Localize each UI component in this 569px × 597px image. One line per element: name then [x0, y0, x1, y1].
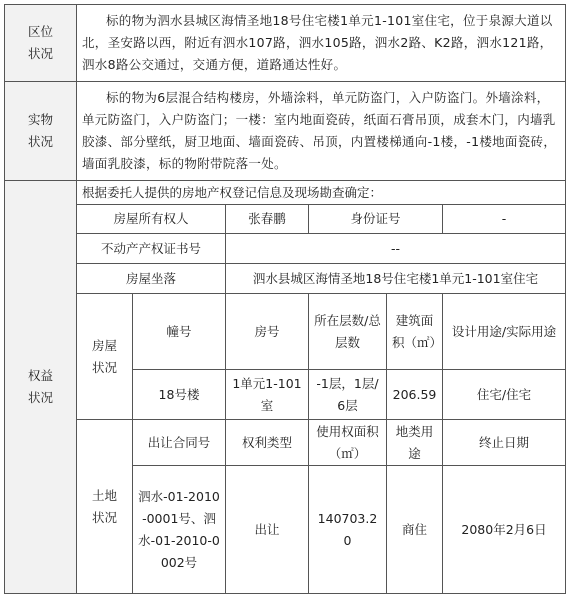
- cert-value: --: [226, 234, 566, 264]
- rights-label-line2: 状况: [27, 390, 53, 405]
- property-status-table: [4, 4, 566, 594]
- address-value: 泗水县城区海情圣地18号住宅楼1单元1-101室住宅: [226, 264, 566, 294]
- address-row: [5, 264, 566, 294]
- physical-label-line1: 实物: [27, 112, 53, 127]
- id-value: -: [443, 205, 566, 234]
- land-header-contract: 出让合同号: [133, 420, 226, 466]
- physical-label: [5, 82, 77, 181]
- house-header-use: 设计用途/实际用途: [443, 294, 566, 370]
- house-header-floor: 所在层数/总层数: [309, 294, 387, 370]
- physical-row: [5, 82, 566, 181]
- cert-row: [5, 234, 566, 264]
- cert-label: 不动产产权证书号: [77, 234, 226, 264]
- id-label: 身份证号: [309, 205, 443, 234]
- house-header-room: 房号: [226, 294, 309, 370]
- land-header-use: 地类用途: [387, 420, 443, 466]
- rights-intro-row: [5, 181, 566, 205]
- house-status-label: [77, 294, 133, 420]
- house-header-area: 建筑面积（㎡）: [387, 294, 443, 370]
- physical-label-line2: 状况: [27, 134, 53, 149]
- location-text: 标的物为泗水县城区海情圣地18号住宅楼1单元1-101室住宅，位于泉源大道以北，圣安路以西，附近有泗水107路，泗水105路，泗水2路、K2路，泗水121路，泗水8路公交通过，交通方便，道路通达性好。: [77, 5, 566, 82]
- rights-intro: 根据委托人提供的房地产权登记信息及现场勘查确定：: [77, 181, 566, 205]
- house-label-line2: 状况: [91, 359, 117, 375]
- land-end-value: 2080年2月6日: [443, 466, 566, 594]
- land-header-area: 使用权面积（㎡）: [309, 420, 387, 466]
- land-use-value: 商住: [387, 466, 443, 594]
- location-label-line1: 区位: [27, 24, 53, 39]
- physical-text: 标的物为6层混合结构楼房，外墙涂料，单元防盗门，入户防盗门。外墙涂料，单元防盗门，入户防盗门；一楼：室内地面瓷砖，纸面石膏吊顶，成套木门，内墙乳胶漆、部分壁纸，厨卫地面、墙面瓷砖、吊顶，内置楼梯通向-1楼，-1楼地面瓷砖，墙面乳胶漆，标的物附带院落一处。: [77, 82, 566, 181]
- rights-label-line1: 权益: [27, 368, 53, 383]
- house-label-line1: 房屋: [91, 337, 117, 353]
- rights-label: [5, 181, 77, 594]
- land-header-type: 权利类型: [226, 420, 309, 466]
- house-floor-value: -1层，1层/6层: [309, 370, 387, 420]
- house-use-value: 住宅/住宅: [443, 370, 566, 420]
- location-row: [5, 5, 566, 82]
- location-label: [5, 5, 77, 82]
- land-status-label: [77, 420, 133, 594]
- location-label-line2: 状况: [27, 46, 53, 61]
- land-contract-value: 泗水-01-2010-0001号、泗水-01-2010-0002号: [133, 466, 226, 594]
- owner-label: 房屋所有权人: [77, 205, 226, 234]
- owner-row: [5, 205, 566, 234]
- house-room-value: 1单元1-101室: [226, 370, 309, 420]
- land-area-value: 140703.20: [309, 466, 387, 594]
- house-building-value: 18号楼: [133, 370, 226, 420]
- land-label-line2: 状况: [91, 509, 117, 525]
- land-type-value: 出让: [226, 466, 309, 594]
- land-label-line1: 土地: [91, 487, 117, 503]
- house-header-building: 幢号: [133, 294, 226, 370]
- house-header-row: [5, 294, 566, 370]
- owner-value: 张春鹏: [226, 205, 309, 234]
- house-area-value: 206.59: [387, 370, 443, 420]
- address-label: 房屋坐落: [77, 264, 226, 294]
- land-header-row: [5, 420, 566, 466]
- land-header-end: 终止日期: [443, 420, 566, 466]
